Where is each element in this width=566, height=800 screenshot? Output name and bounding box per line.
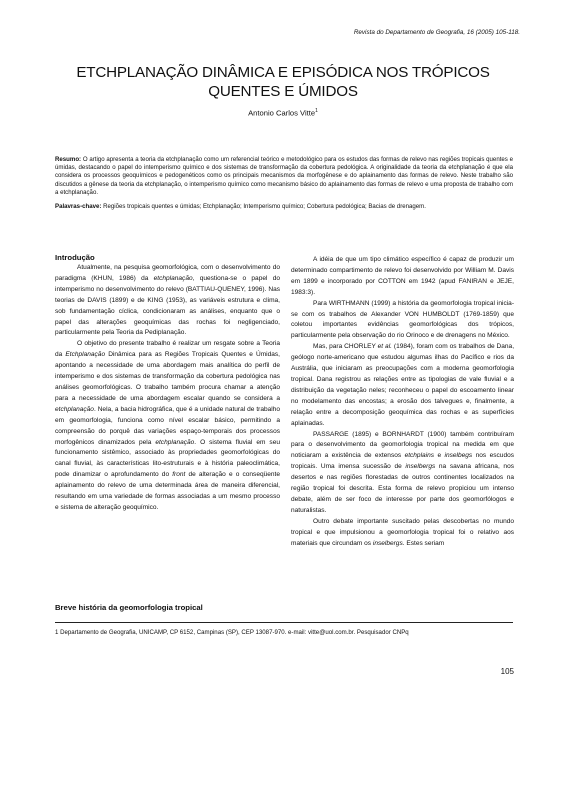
abstract-text: O artigo apresenta a teoria da etchplanação como um referencial teórico e metodológico para os estudos das formas de relevo nas regiões tropicais quentes e úmidas, destacando o papel do intemperismo químico e dos sistemas de transformação da cobertura pedológica. A originalidade da teoria da etchplanação é que ela considera os processos geoquímicos e pedogenéticos como os principais mecanismos da morfogênese e do aplainamento das formas de relevo. Neste trabalho são discutidos a gênese da teoria da etchplanação, o intemperismo químico como mecanismo básico do aplainamento das formas de relevo e uma proposta de trabalho com a etchplanação. (55, 156, 513, 196)
keywords (55, 203, 513, 211)
author-name: Antonio Carlos Vitte (248, 108, 316, 118)
footnote: 1 Departamento de Geografia, UNICAMP, CP 6152, Campinas (SP), CEP 13087-970. e-mail: vitte@uol.com.br. Pesquisador CNPq (55, 629, 409, 636)
keywords-text: Regiões tropicais quentes e úmidas; Etchplanação; Intemperismo químico; Cobertura pedológica; Bacias de drenagem. (103, 203, 426, 210)
left-paragraph-1: Atualmente, na pesquisa geomorfológica, com o desenvolvimento do paradigma (KHUN, 1986) da etchplanação, questiona-se o papel do intemperismo no desenvolvimento do relevo (BATTIAU-QUENEY, 1996). Nas teorias de DAVIS (1899) e de KING (1953), as variáveis estrutura e clima, sob fundamentação cíclica, condicionaram as análises, enquanto que o papel das alterações geoquímicas das rochas foi negligenciado, particularmente pela Teoria da Pediplanação. (55, 264, 280, 337)
page-number: 105 (500, 667, 514, 676)
abstract (55, 156, 513, 197)
left-column (55, 252, 280, 514)
section-2-heading-wrap (55, 602, 280, 613)
keywords-label: Palavras-chave: (55, 203, 102, 210)
footnote-divider (55, 622, 513, 623)
abstract-label: Resumo: (55, 156, 82, 163)
author-line (40, 108, 526, 118)
left-paragraph-2: O objetivo do presente trabalho é realizar um resgate sobre a Teoria da Etchplanação Dinâmica para as Regiões Tropicais Quentes e Úmidas, apontando a necessidade de uma abordagem mais analítica do perfil de intemperismo e dos sistemas de transformação da cobertura pedológica nas análises geomorfológicas. O trabalho também procura chamar a atenção para a necessidade de uma abordagem escalar quando se considera a etchplanação. Nela, a bacia hidrográfica, que é a unidade natural de trabalho em geomorfologia, funciona como nível escalar básico, permitindo a compreensão do porquê das variações espaço-temporais dos processos morfogênicos dinamizados pela etchplanação. O sistema fluvial em seu funcionamento sistêmico, associado às propriedades geomorfológicas do canal fluvial, às características lito-estruturais e à história paleoclimática, pode dinamizar o aprofundamento do front de alteração e o conseqüente aplainamento do relevo de uma determinada área de maneira diferencial, resultando em uma variedade de formas associadas a um mesmo processo e sistema de alteração geoquímico. (55, 340, 280, 511)
intro-heading: Introdução (55, 253, 95, 262)
right-paragraph-4: PASSARGE (1895) e BORNHARDT (1900) também contribuíram para o desenvolvimento da geomorfologia tropical na medida em que noticiaram a existência de extensos etchplains e inselbegs nos escudos tropicais. Uma imensa sucessão de inselbergs na savana africana, nos desertos e nas regiões florestadas de outros continentes localizados na região tropical foi descrita. Esta forma de relevo propiciou um intenso debate, além de ser foco de interesse por parte dos geomorfólogos e naturalistas. (291, 430, 515, 514)
right-paragraph-5: Outro debate importante suscitado pelas descobertas no mundo tropical e que impulsionou a geomorfologia tropical foi o relativo aos materiais que circundam os inselbergs. Estes seriam (291, 517, 514, 547)
journal-citation: Revista do Departamento de Geografia, 16 (2005) 105-118. (353, 29, 520, 36)
title-line-2: QUENTES E ÚMIDOS (208, 83, 358, 100)
right-column (291, 255, 514, 549)
section-2-heading: Breve história da geomorfologia tropical (55, 603, 203, 612)
right-paragraph-1: A idéia de que um tipo climático específico é capaz de produzir um determinado compartimento de relevo foi desenvolvido por William M. Davis em 1899 e incorporado por COTTON em 1942 (apud FANIRAN e JEJE, 1983:3). (291, 256, 514, 296)
right-paragraph-3: Mas, para CHORLEY et al. (1984), foram com os trabalhos de Dana, geólogo norte-americano que estudou algumas ilhas do Pacífico e rios da Austrália, que iniciaram as preocupações com a moderna geomorfologia tropical. Dana registrou as relações entre as tipologias de vale fluvial e a distribuição da vegetação neles; reconheceu o papel do escoamento linear no modelamento das encostas; a erosão dos talvegues e, finalmente, a relação entre a decomposição geoquímica das rochas e as superfícies aplainadas. (291, 343, 515, 427)
paper-title (40, 63, 526, 101)
title-line-1: ETCHPLANAÇÃO DINÂMICA E EPISÓDICA NOS TRÓPICOS (76, 64, 490, 81)
right-paragraph-2: Para WIRTHMANN (1999) a história da geomorfologia tropical inicia-se com os trabalhos de Alexander VON HUMBOLDT (1769-1859) que coletou importantes evidências geomorfológicas dos trópicos, particularmente pela observação do rio Orinoco e de drenagens no México. (291, 299, 514, 340)
author-footnote-mark: 1 (315, 108, 318, 114)
